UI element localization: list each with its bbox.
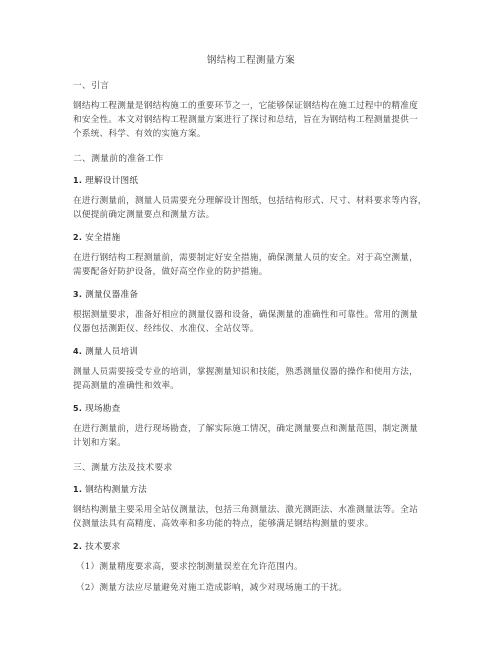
subheading-number: 5.	[73, 404, 83, 413]
subheading-title: 理解设计图纸	[85, 176, 139, 186]
subheading-safety	[73, 231, 453, 245]
subheading-title: 技术要求	[85, 542, 121, 552]
paragraph-line: 需要配备好防护设备，做好高空作业的防护措施。	[73, 267, 268, 277]
paragraph-line: 仪器包括测距仪、经纬仪、水准仪、全站仪等。	[73, 324, 259, 334]
subheading-title: 现场勘查	[85, 404, 121, 414]
paragraph-line: 以便提前确定测量要点和测量方法。	[73, 210, 215, 220]
requirement-item: （2）测量方法应尽量避免对施工造成影响，减少对现场施工的干扰。	[76, 583, 348, 593]
subheading-site-survey	[73, 402, 453, 416]
subheading-number: 2.	[73, 542, 83, 551]
paragraph-line: 根据测量要求，准备好相应的测量仪器和设备，确保测量的准确性和可靠性。常用的测量	[73, 310, 418, 320]
paragraph-line: 提高测量的准确性和效率。	[73, 381, 180, 391]
paragraph-line: 钢结构测量主要采用全站仪测量法，包括三角测量法、激光测距法、水准测量法等。全站	[73, 505, 418, 515]
subheading-number: 1.	[73, 176, 83, 185]
subheading-title: 钢结构测量方法	[85, 485, 148, 495]
section-heading-methods: 三、测量方法及技术要求	[73, 463, 173, 473]
subheading-technical-requirements	[73, 540, 453, 554]
subheading-number: 2.	[73, 233, 83, 242]
intro-line-3: 个系统、科学、有效的实施方案。	[73, 129, 206, 139]
document-title: 钢结构工程测量方案	[206, 55, 296, 66]
subheading-number: 1.	[73, 485, 83, 494]
subheading-number: 3.	[73, 290, 83, 299]
paragraph-line: 在进行测量前，进行现场勘查，了解实际施工情况，确定测量要点和测量范围，制定测量	[73, 424, 418, 434]
paragraph-line: 在进行测量前，测量人员需要充分理解设计图纸，包括结构形式、尺寸、材料要求等内容，	[73, 196, 427, 206]
paragraph-line: 仪测量法具有高精度、高效率和多功能的特点，能够满足钢结构测量的要求。	[73, 519, 374, 529]
subheading-number: 4.	[73, 347, 83, 356]
subheading-title: 测量人员培训	[85, 347, 139, 357]
paragraph-line: 测量人员需要接受专业的培训，掌握测量知识和技能，熟悉测量仪器的操作和使用方法，	[73, 367, 418, 377]
section-heading-preparation: 二、测量前的准备工作	[73, 154, 164, 164]
subheading-steel-method	[73, 483, 453, 497]
intro-line-2: 和安全性。本文对钢结构工程测量方案进行了探讨和总结，旨在为钢结构工程测量提供一	[73, 115, 418, 125]
intro-line-1: 钢结构工程测量是钢结构施工的重要环节之一，它能够保证钢结构在施工过程中的精准度	[73, 101, 418, 111]
section-heading-intro: 一、引言	[73, 81, 110, 91]
requirement-item: （1）测量精度要求高，要求控制测量误差在允许范围内。	[76, 562, 303, 572]
paragraph-line: 计划和方案。	[73, 438, 127, 448]
subheading-title: 测量仪器准备	[85, 290, 139, 300]
paragraph-line: 在进行钢结构工程测量前，需要制定好安全措施，确保测量人员的安全。对于高空测量，	[73, 253, 418, 263]
subheading-title: 安全措施	[85, 233, 121, 243]
subheading-design-drawings	[73, 174, 453, 188]
subheading-instruments	[73, 288, 453, 302]
subheading-training	[73, 345, 453, 359]
